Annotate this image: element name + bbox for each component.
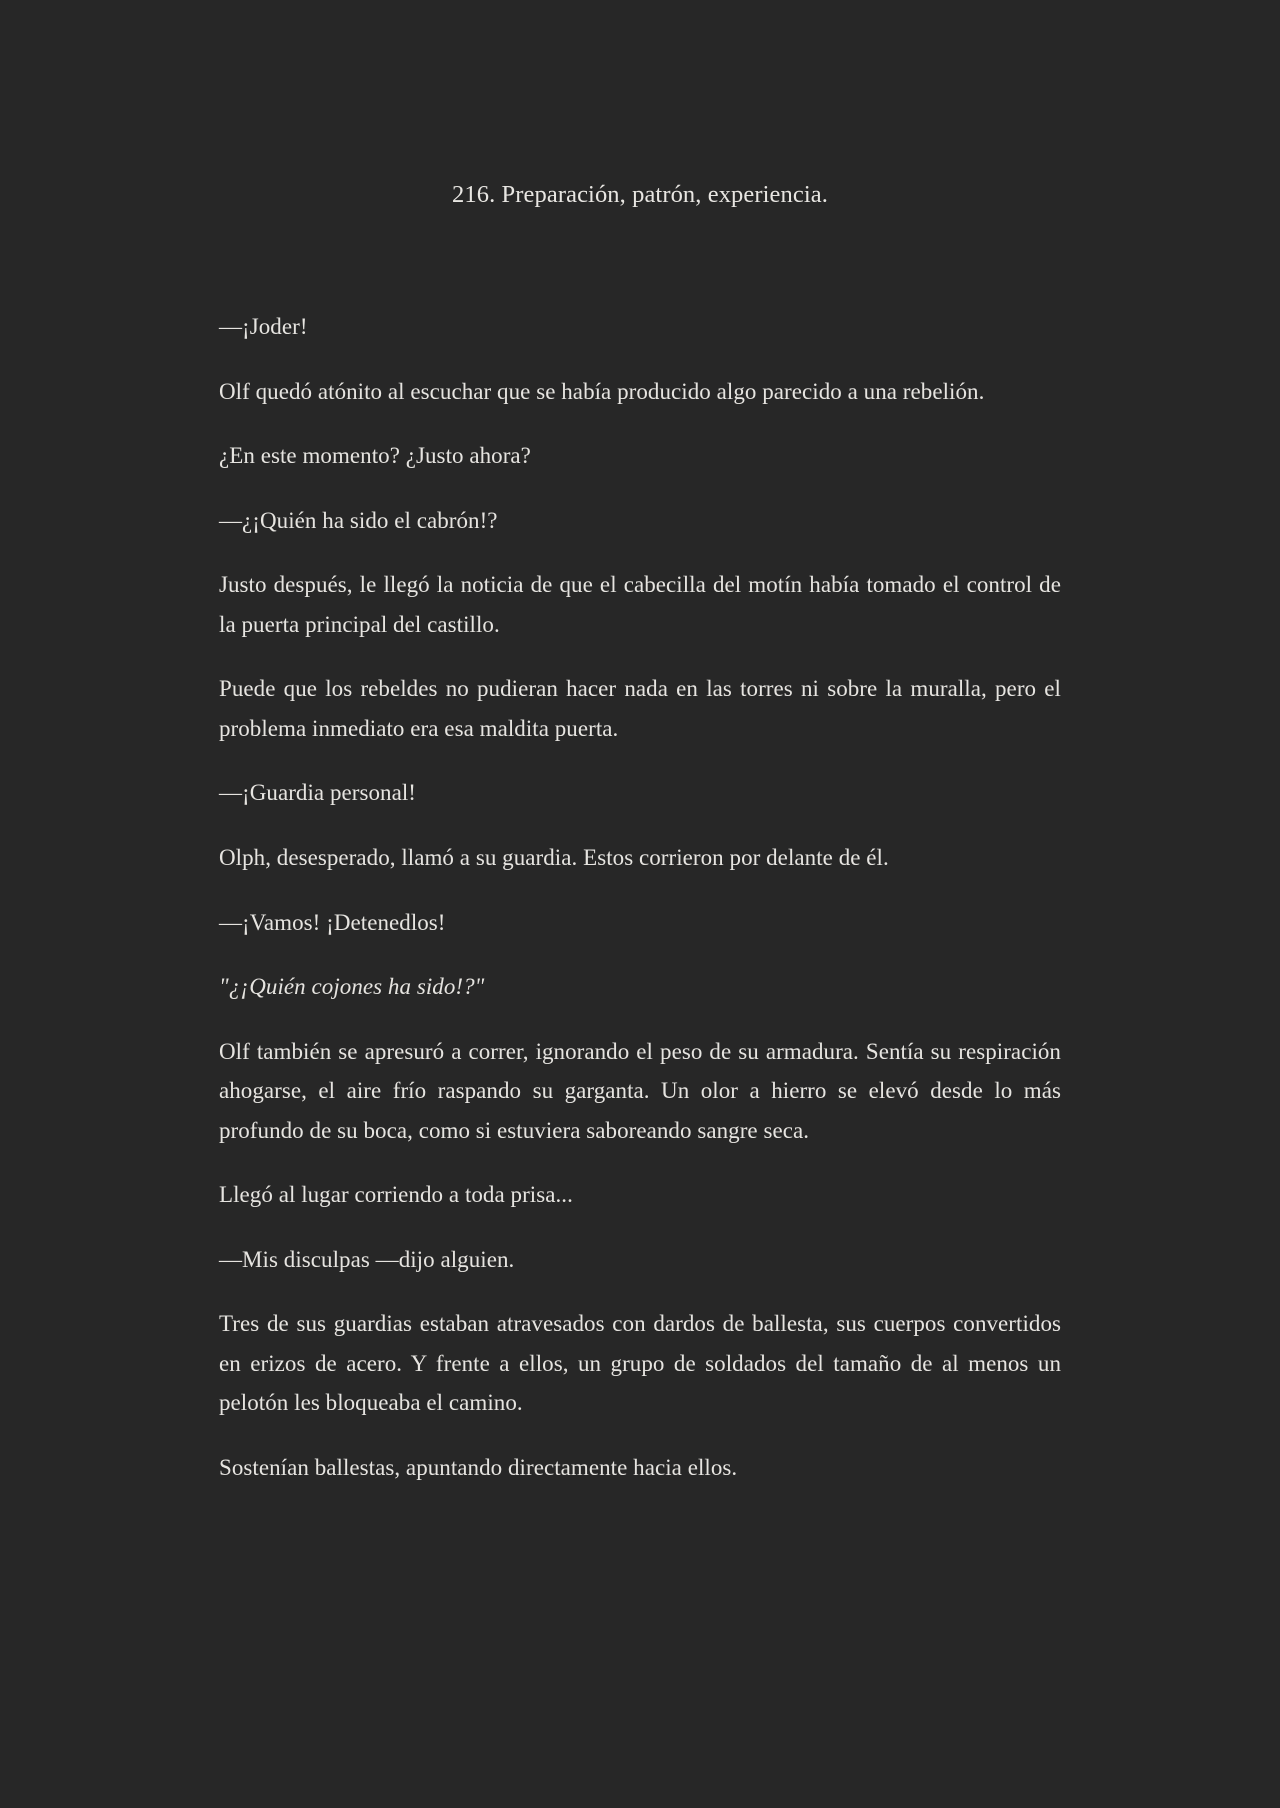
paragraph-p10: "¿¡Quién cojones ha sido!?" <box>219 974 485 1000</box>
chapter-body <box>219 307 1061 1487</box>
chapter-content <box>219 0 1061 1638</box>
chapter-title: 216. Preparación, patrón, experiencia. <box>452 181 828 208</box>
paragraph-p11: Olf también se apresuró a correr, ignorando el peso de su armadura. Sentía su respiración ahogarse, el aire frío raspando su garganta. Un olor a hierro se elevó desde lo más profundo de su boca, como si estuviera saboreando sangre seca. <box>219 1038 1061 1143</box>
paragraph-p8: Olph, desesperado, llamó a su guardia. Estos corrieron por delante de él. <box>219 844 889 870</box>
paragraph-p4: —¿¡Quién ha sido el cabrón!? <box>219 507 498 533</box>
paragraph-p9: —¡Vamos! ¡Detenedlos! <box>219 909 446 935</box>
paragraph-p6: Puede que los rebeldes no pudieran hacer nada en las torres ni sobre la muralla, pero el problema inmediato era esa maldita puerta. <box>219 676 1061 741</box>
bottom-spacer <box>219 1488 1061 1638</box>
paragraph-p5: Justo después, le llegó la noticia de que el cabecilla del motín había tomado el control de la puerta principal del castillo. <box>219 572 1061 637</box>
paragraph-p7: —¡Guardia personal! <box>219 780 417 806</box>
paragraph-p14: Tres de sus guardias estaban atravesados con dardos de ballesta, sus cuerpos convertidos en erizos de acero. Y frente a ellos, un grupo de soldados del tamaño de al menos un pelotón les bloqueaba el camino. <box>219 1311 1061 1416</box>
paragraph-p3: ¿En este momento? ¿Justo ahora? <box>219 443 531 469</box>
paragraph-p13: —Mis disculpas —dijo alguien. <box>219 1246 515 1272</box>
paragraph-p15: Sostenían ballestas, apuntando directamente hacia ellos. <box>219 1455 738 1480</box>
paragraph-p1: —¡Joder! <box>219 314 308 340</box>
paragraph-p12: Llegó al lugar corriendo a toda prisa... <box>219 1182 573 1208</box>
paragraph-p2: Olf quedó atónito al escuchar que se había producido algo parecido a una rebelión. <box>219 378 985 404</box>
